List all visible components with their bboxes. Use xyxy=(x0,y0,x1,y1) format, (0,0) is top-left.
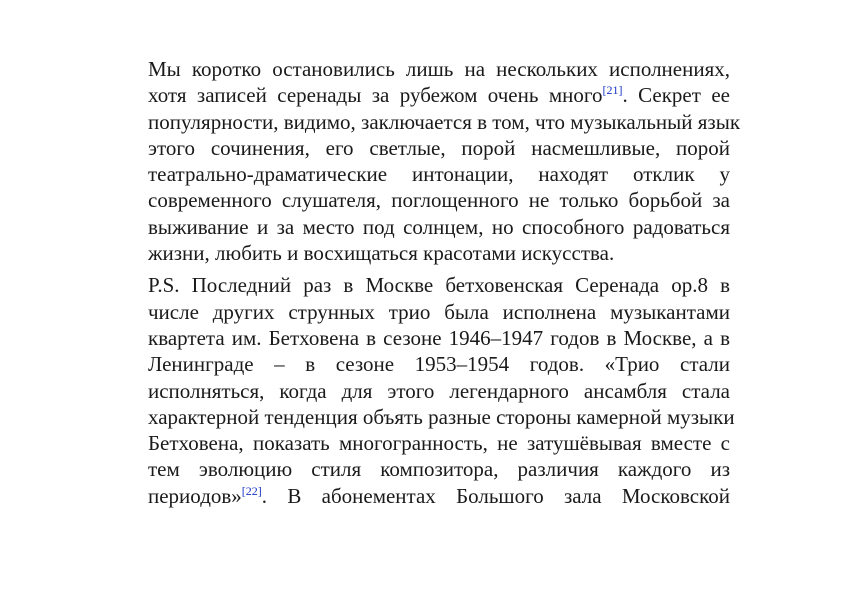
paragraph-2-line-1: P.S. Последний раз в Москве бетховенская Серенада op.8 в xyxy=(148,273,730,298)
paragraph-2-line-9 xyxy=(112,483,730,509)
paragraph-2-line-4: Ленинграде – в сезоне 1953–1954 годов. «Трио стали xyxy=(148,352,730,377)
paragraph-1-line-3: популярности, видимо, заключается в том, что музыкальный язык xyxy=(148,109,741,134)
paragraph-1-line-8: жизни, любить и восхищаться красотами искусства. xyxy=(148,241,615,266)
paragraph-2-line-9-tail: . В абонементах Большого зала Московской xyxy=(261,483,730,508)
paragraph-2-line-9-text: периодов» xyxy=(148,483,242,508)
footnote-ref-21[interactable]: [21] xyxy=(602,83,623,98)
paragraph-1-line-2-text: хотя записей серенады за рубежом очень много xyxy=(148,83,603,108)
paragraph-2-line-6: характерной тенденция объять разные стороны камерной музыки xyxy=(148,404,735,429)
body-text xyxy=(112,56,741,509)
paragraph-2-line-7: Бетховена, показать многогранность, не затушёвывая вместе с xyxy=(148,431,730,456)
paragraph-1-line-7: выживание и за место под солнцем, но способного радоваться xyxy=(148,214,730,239)
paragraph-2-line-5: исполняться, когда для этого легендарного ансамбля стала xyxy=(148,378,730,403)
paragraph-1-line-6: современного слушателя, поглощенного не только борьбой за xyxy=(148,188,730,213)
footnote-ref-22[interactable]: [22] xyxy=(241,483,262,498)
paragraph-1-line-1: Мы коротко остановились лишь на нескольких исполнениях, xyxy=(148,57,730,81)
paragraph-1-line-2-tail: . Секрет ее xyxy=(622,83,730,108)
paragraph-1-line-4: этого сочинения, его светлые, порой насмешливые, порой xyxy=(148,135,730,160)
paragraph-2-line-8: тем эволюцию стиля композитора, различия каждого из xyxy=(148,457,730,482)
paragraph-2-line-3: квартета им. Бетховена в сезоне 1946–1947 годов в Москве, а в xyxy=(148,325,730,350)
paragraph-2-line-2: числе других струнных трио была исполнена музыкантами xyxy=(148,299,730,324)
paragraph-1-line-5: театрально-драматические интонации, находят отклик у xyxy=(148,162,730,187)
paragraph-2 xyxy=(112,272,735,509)
paragraph-1-line-2 xyxy=(112,82,730,108)
paragraph-1 xyxy=(112,56,741,266)
